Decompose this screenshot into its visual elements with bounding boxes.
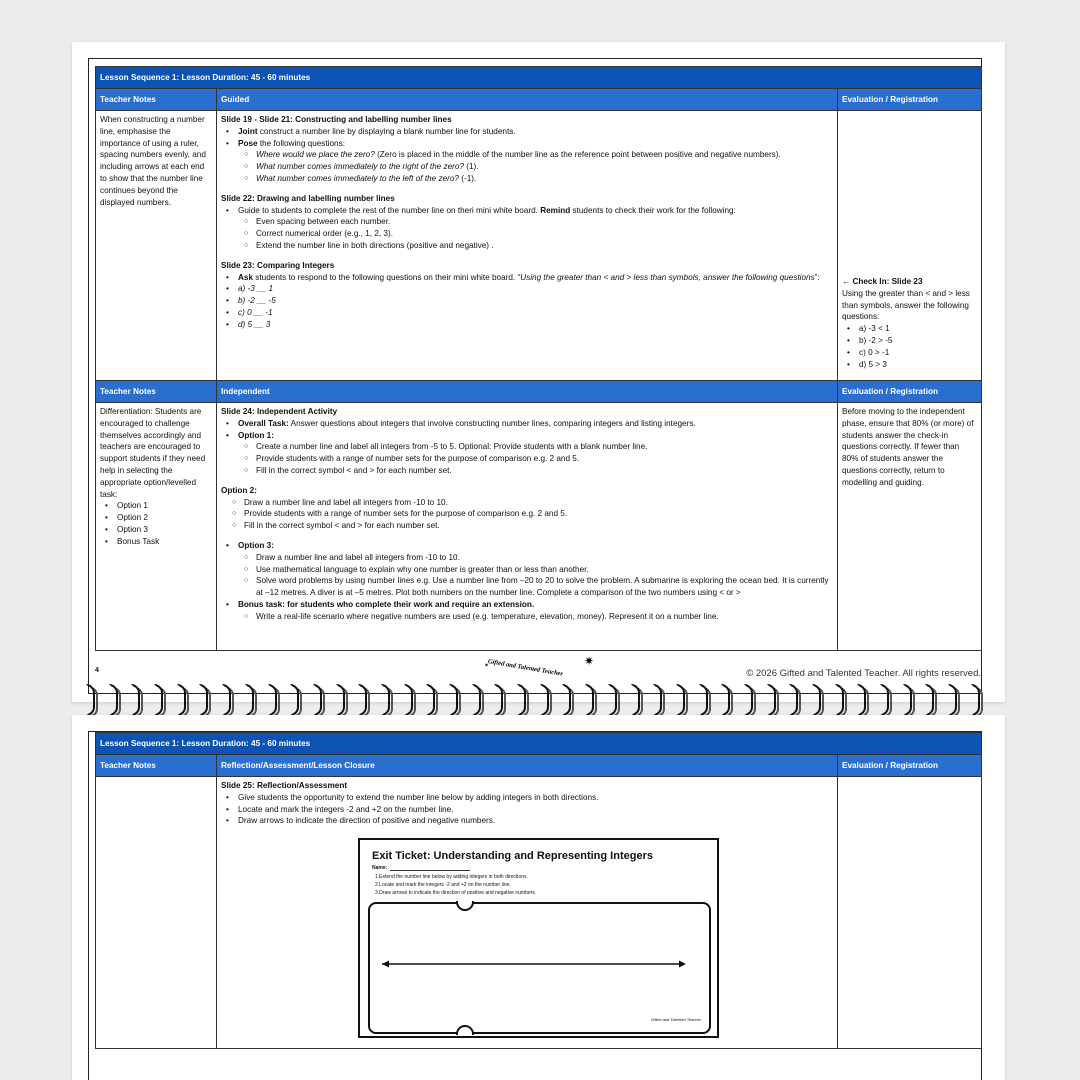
binding-ring bbox=[880, 684, 895, 718]
binding-ring bbox=[426, 684, 441, 718]
svg-text:✶: ✶ bbox=[484, 662, 490, 669]
lesson-banner-text: Lesson Sequence 1: Lesson Duration: 45 - 60 minutes bbox=[96, 67, 982, 89]
header-teacher-notes: Teacher Notes bbox=[96, 89, 217, 111]
binding-ring bbox=[789, 684, 804, 718]
differentiation-text: Differentiation: Students are encouraged to challenge themselves accordingly and teachers are encouraged to support students if they need help in selecting the appropriate option/levelled task: bbox=[100, 407, 206, 499]
header-evaluation: Evaluation / Registration bbox=[837, 89, 981, 111]
binding-ring bbox=[699, 684, 714, 718]
list-item: • c) 0 > -1 bbox=[847, 347, 977, 359]
binding-ring bbox=[653, 684, 668, 718]
binding-ring bbox=[404, 684, 419, 718]
exit-ticket-title: Exit Ticket: Understanding and Representing Integers bbox=[372, 850, 653, 862]
list-item: • Option 3: ○ Draw a number line and label all integers from -10 to 10. ○ Use mathematical language to explain why one number is greater than or less than another. ○ Solve word problems by using number lines e.g. Use a number line from –20 to 20 to solve the problem. A submarine is exploring the ocean bed. It is currently at –12 metres. A diver is at –5 metres. Plot both numbers on the number line. Complete a comparison of the two numbers using < or > bbox=[226, 540, 833, 599]
binding-ring bbox=[358, 684, 373, 718]
binding-ring bbox=[631, 684, 646, 718]
check-in-text: Using the greater than < and > less than symbols, answer the following questions: bbox=[841, 288, 970, 322]
list-item: ○ Where would we place the zero? (Zero is placed in the middle of the number line as the reference point between positive and negative numbers). bbox=[244, 149, 833, 161]
binding-ring bbox=[494, 684, 509, 718]
header-independent: Independent bbox=[217, 381, 838, 403]
binding-ring bbox=[767, 684, 782, 718]
list-item: • Option 1 bbox=[105, 500, 212, 512]
slide-23-title: Slide 23: Comparing Integers bbox=[221, 260, 335, 270]
slide-19-section bbox=[221, 114, 833, 185]
slide-19-title: Slide 19 - Slide 21: Constructing and labelling number lines bbox=[221, 115, 452, 124]
name-line bbox=[390, 870, 470, 871]
list-item: • Joint construct a number line by displaying a blank number line for students. bbox=[226, 126, 833, 138]
binding-ring bbox=[177, 684, 192, 718]
header-teacher-notes: Teacher Notes bbox=[96, 381, 217, 403]
header-reflection: Reflection/Assessment/Lesson Closure bbox=[217, 755, 838, 777]
step-3: 3.Draw arrows to indicate the direction of positive and negative numbers. bbox=[375, 890, 537, 896]
slide-24-title: Slide 24: Independent Activity bbox=[221, 407, 338, 416]
binding-ring bbox=[245, 684, 260, 718]
binding-ring bbox=[857, 684, 872, 718]
guided-content bbox=[217, 111, 838, 381]
slide-23-section bbox=[221, 260, 833, 331]
binding-ring bbox=[290, 684, 305, 718]
list-item: • Option 3 bbox=[105, 524, 212, 536]
independent-teacher-notes bbox=[96, 403, 217, 651]
binding-ring bbox=[199, 684, 214, 718]
list-item: ○ What number comes immediately to the right of the zero? (1). bbox=[244, 161, 833, 173]
check-in-title: ← Check In: Slide 23 bbox=[841, 277, 923, 286]
binding-ring bbox=[154, 684, 169, 718]
binding-ring bbox=[835, 684, 850, 718]
gifted-teacher-logo bbox=[482, 655, 602, 685]
list-item: ○ Fill in the correct symbol < and > for each number set. bbox=[232, 520, 833, 532]
binding-ring bbox=[472, 684, 487, 718]
header-teacher-notes: Teacher Notes bbox=[96, 755, 217, 777]
list-item: ○ Write a real-life scenario where negative numbers are used (e.g. temperature, elevation, money). Represent it on a number line. bbox=[244, 611, 833, 623]
binding-ring bbox=[131, 684, 146, 718]
list-item: • Give students the opportunity to extend the number line below by adding integers in both directions. bbox=[226, 792, 833, 804]
ticket-brand: Gifted and Talented Teacher bbox=[650, 1017, 701, 1022]
binding-ring bbox=[222, 684, 237, 718]
list-item: • Overall Task: Answer questions about integers that involve constructing number lines, comparing integers and listing integers. bbox=[226, 418, 833, 430]
list-item: • Guide to students to complete the rest of the number line on theri mini white board. Remind students to check their work for the following: ○ Even spacing between each number. ○ Correct numerical order (e.g., 1, 2, 3). ○ Extend the number line in both directions (positive and negative) . bbox=[226, 205, 833, 252]
binding-ring bbox=[562, 684, 577, 718]
binding-ring bbox=[585, 684, 600, 718]
binding-ring bbox=[925, 684, 940, 718]
lesson-banner-text: Lesson Sequence 1: Lesson Duration: 45 - 60 minutes bbox=[96, 733, 982, 755]
header-evaluation: Evaluation / Registration bbox=[837, 755, 981, 777]
svg-text:✷: ✷ bbox=[584, 655, 595, 668]
list-item: • a) -3 __ 1 bbox=[226, 283, 833, 295]
list-item: ○ Even spacing between each number. bbox=[244, 216, 833, 228]
list-item: ○ What number comes immediately to the left of the zero? (-1). bbox=[244, 173, 833, 185]
reflection-evaluation bbox=[837, 777, 981, 1049]
independent-evaluation: Before moving to the independent phase, ensure that 80% (or more) of students answer the check-in questions correctly. If fewer than 80% of students answer the questions correctly, return to modelling and guiding. bbox=[837, 403, 981, 651]
name-label: Name: bbox=[372, 865, 388, 871]
option-2-title: Option 2: bbox=[221, 485, 257, 495]
list-item: ○ Draw a number line and label all integers from -10 to 10. bbox=[244, 552, 833, 564]
guided-teacher-notes: When constructing a number line, emphasise the importance of using a ruler, spacing numbers evenly, and including arrows at each end to show that the number line continues beyond the displayed numbers. bbox=[96, 111, 217, 381]
header-guided: Guided bbox=[217, 89, 838, 111]
list-item: • Pose the following questions: ○ Where would we place the zero? (Zero is placed in the middle of the number line as the reference point between positive and negative numbers). ○ What number comes immediately to the right of the zero? (1). ○ What number comes immediately to the left of the zero? (-1). bbox=[226, 138, 833, 185]
list-item: ○ Extend the number line in both directions (positive and negative) . bbox=[244, 240, 833, 252]
list-item: • Locate and mark the integers -2 and +2 on the number line. bbox=[226, 804, 833, 816]
binding-ring bbox=[449, 684, 464, 718]
reflection-header-row bbox=[96, 755, 982, 777]
binding-ring bbox=[86, 684, 101, 718]
independent-content bbox=[217, 403, 838, 651]
binding-ring bbox=[744, 684, 759, 718]
binding-ring bbox=[381, 684, 396, 718]
list-item: • b) -2 > -5 bbox=[847, 335, 977, 347]
binding-ring bbox=[109, 684, 124, 718]
list-item: • Option 2 bbox=[105, 512, 212, 524]
list-item: ○ Provide students with a range of number sets for the purpose of comparison e.g. 2 and 5. bbox=[244, 453, 833, 465]
list-item: ○ Provide students with a range of number sets for the purpose of comparison e.g. 2 and 5. bbox=[232, 508, 833, 520]
list-item: • Bonus task: for students who complete their work and require an extension. ○ Write a real-life scenario where negative numbers are used (e.g. temperature, elevation, money). Represent it on a number line. bbox=[226, 599, 833, 623]
lesson-table-page-4 bbox=[95, 66, 982, 651]
slide-25-title: Slide 25: Reflection/Assessment bbox=[221, 781, 348, 790]
lesson-banner bbox=[96, 733, 982, 755]
guided-evaluation bbox=[837, 111, 981, 381]
binding-ring bbox=[336, 684, 351, 718]
list-item: • b) -2 __ -5 bbox=[226, 295, 833, 307]
binding-ring bbox=[903, 684, 918, 718]
binding-ring bbox=[517, 684, 532, 718]
list-item: • Option 1: ○ Create a number line and label all integers from -5 to 5. Optional: Provide students with a blank number line. ○ Provide students with a range of number sets for the purpose of comparison e.g. 2 and 5. ○ Fill in the correct symbol < and > for each number set. bbox=[226, 430, 833, 477]
binding-ring bbox=[971, 684, 986, 718]
binding-ring bbox=[812, 684, 827, 718]
binding-ring bbox=[313, 684, 328, 718]
list-item: ○ Solve word problems by using number lines e.g. Use a number line from –20 to 20 to solve the problem. A submarine is exploring the ocean bed. It is currently at –12 metres. A diver is at –5 metres. Plot both numbers on the number line. Complete a comparison of the two numbers using < or > bbox=[244, 575, 833, 599]
binding-ring bbox=[540, 684, 555, 718]
slide-22-title: Slide 22: Drawing and labelling number lines bbox=[221, 193, 395, 203]
list-item: • Ask students to respond to the following questions on their mini white board. “Using the greater than < and > less than symbols, answer the following questions”: bbox=[226, 272, 833, 284]
binding-ring bbox=[268, 684, 283, 718]
step-1: 1.Extend the number line below by adding integers in both directions. bbox=[375, 874, 528, 880]
binding-ring bbox=[948, 684, 963, 718]
list-item: • d) 5 __ 3 bbox=[226, 319, 833, 331]
list-item: • d) 5 > 3 bbox=[847, 359, 977, 371]
list-item: • Bonus Task bbox=[105, 536, 212, 548]
binding-ring bbox=[608, 684, 623, 718]
independent-header-row bbox=[96, 381, 982, 403]
copyright: © 2026 Gifted and Talented Teacher. All rights reserved. bbox=[746, 668, 981, 679]
exit-ticket-steps bbox=[375, 873, 536, 897]
guided-row bbox=[96, 111, 982, 381]
list-item: ○ Fill in the correct symbol < and > for each number set. bbox=[244, 465, 833, 477]
svg-text:Gifted and Talented Teacher: Gifted and Talented Teacher bbox=[487, 658, 564, 678]
header-evaluation: Evaluation / Registration bbox=[837, 381, 981, 403]
list-item: • c) 0 __ -1 bbox=[226, 307, 833, 319]
page-number: 4 bbox=[95, 667, 99, 674]
list-item: ○ Use mathematical language to explain why one number is greater than or less than another. bbox=[244, 564, 833, 576]
lesson-banner bbox=[96, 67, 982, 89]
reflection-teacher-notes bbox=[96, 777, 217, 1049]
binding-ring bbox=[676, 684, 691, 718]
step-2: 2.Locate and mark the integers -2 and +2 on the number line. bbox=[375, 882, 511, 888]
guided-header-row bbox=[96, 89, 982, 111]
exit-ticket bbox=[358, 838, 719, 1038]
spiral-binding bbox=[86, 684, 986, 718]
binding-ring bbox=[721, 684, 736, 718]
list-item: ○ Draw a number line and label all integers from -10 to 10. bbox=[232, 497, 833, 509]
list-item: ○ Create a number line and label all integers from -5 to 5. Optional: Provide students with a blank number line. bbox=[244, 441, 833, 453]
list-item: • Draw arrows to indicate the direction of positive and negative numbers. bbox=[226, 815, 833, 827]
slide-22-section bbox=[221, 193, 833, 252]
list-item: • a) -3 < 1 bbox=[847, 323, 977, 335]
number-line-box bbox=[368, 902, 711, 1034]
list-item: ○ Correct numerical order (e.g., 1, 2, 3). bbox=[244, 228, 833, 240]
number-line-arrow-icon bbox=[370, 904, 708, 1031]
independent-row bbox=[96, 403, 982, 651]
